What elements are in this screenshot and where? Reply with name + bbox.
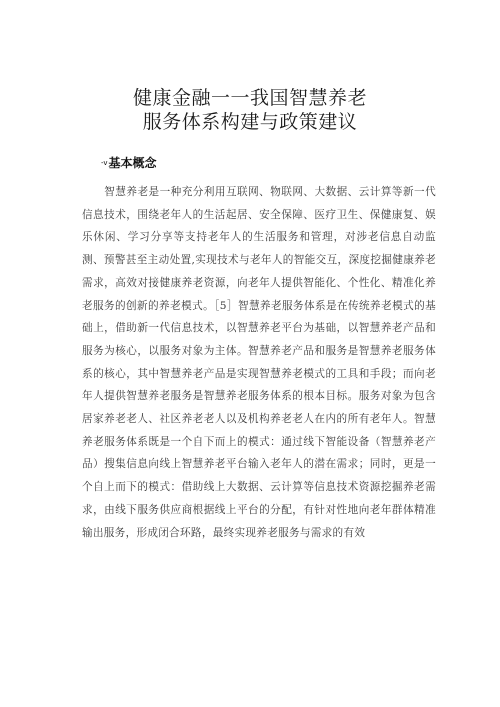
section-heading (101, 155, 157, 171)
body-text (82, 181, 436, 544)
paragraph: 智慧养老是一种充分利用互联网、物联网、大数据、云计算等新一代信息技术，围绕老年人的生活起居、安全保障、医疗卫生、保健康复、娱乐休闲、学习分享等支持老年人的生活服务和管理，对涉老信息自动监测、预警甚至主动处置,实现技术与老年人的智能交互，深度挖掘健康养老需求，高效对接健康养老资源，向老年人提供智能化、个性化、精准化养老服务的创新的养老模式。［5］智慧养老服务体系是在传统养老模式的基础上，借助新一代信息技术，以智慧养老平台为基础，以智慧养老产品和服务为核心，以服务对象为主体。智慧养老产品和服务是智慧养老服务体系的核心，其中智慧养老产品是实现智慧养老模式的工具和手段；而向老年人提供智慧养老服务是智慧养老服务体系的根本目标。服务对象为包含居家养老老人、社区养老老人以及机构养老老人在内的所有老年人。智慧养老服务体系既是一个自下而上的模式：通过线下智能设备（智慧养老产品）搜集信息向线上智慧养老平台输入老年人的潜在需求；同时，更是一个自上而下的模式：借助线上大数据、云计算等信息技术资源挖掘养老需求，由线下服务供应商根据线上平台的分配，有针对性地向老年群体精准输出服务，形成闭合环路，最终实现养老服务与需求的有效 (82, 186, 436, 539)
title-line-2: 服务体系构建与政策建议 (142, 111, 358, 133)
document-title (0, 86, 500, 134)
section-mark: -v (101, 159, 108, 167)
section-heading-text: 基本概念 (108, 156, 157, 170)
title-line-1: 健康金融一一我国智慧养老 (132, 87, 367, 109)
